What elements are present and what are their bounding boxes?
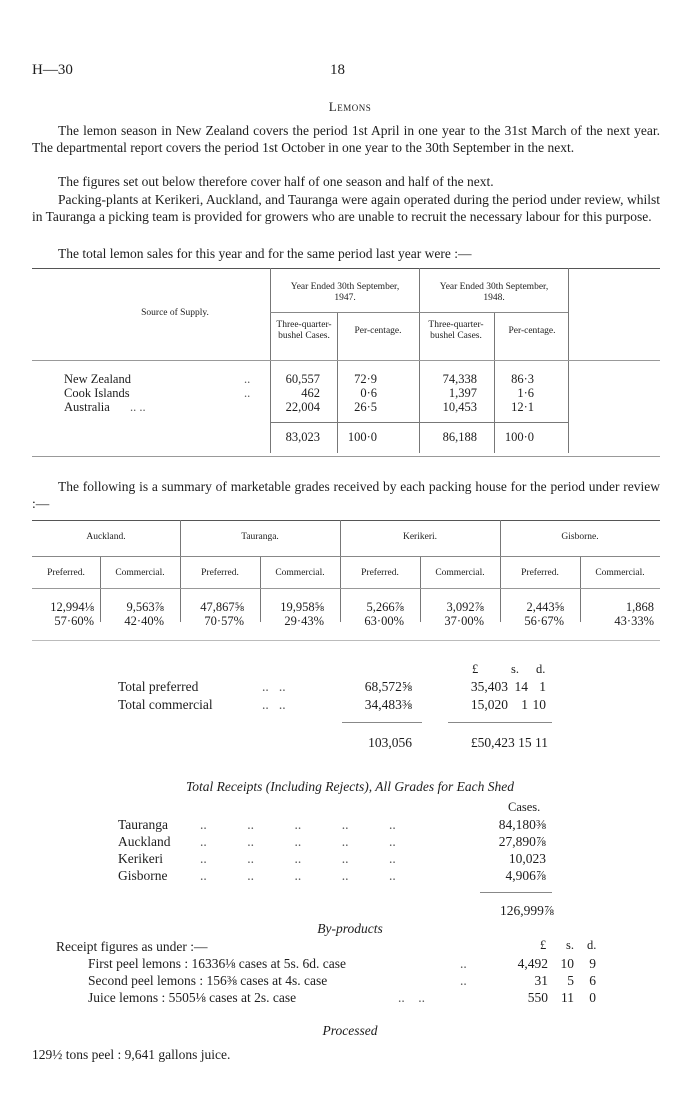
house-kerikeri: Kerikeri. bbox=[402, 532, 438, 542]
grade-header: Commercial. bbox=[595, 568, 645, 578]
total-pct-1948: 100·0 bbox=[504, 430, 534, 444]
total-preferred-pounds: 35,403 bbox=[470, 679, 508, 694]
table-cell: 26·5 bbox=[354, 400, 377, 414]
table-row-source: New Zealand bbox=[64, 372, 131, 386]
table-cell: 12,994⅛ bbox=[50, 600, 94, 614]
money-header-pounds: £ bbox=[540, 938, 547, 952]
by-product-label: First peel lemons : 16336⅛ cases at 5s. 6d. case bbox=[88, 956, 346, 971]
by-products-intro: Receipt figures as under :— bbox=[56, 939, 208, 954]
house-auckland: Auckland. bbox=[86, 532, 126, 542]
table-cell: 42·40% bbox=[124, 614, 164, 628]
by-product-label: Second peel lemons : 156⅜ cases at 4s. case bbox=[88, 973, 328, 988]
document-page: H—30 18 Lemons The lemon season in New Zealand covers the period 1st April in one year to the 31st March of the next year. The departmental report covers the period 1st October in one year to the 30th September in the next. The figures set out below therefore cover half of one season and half of the next. Packing-plants at Kerikeri, Auckland, and Tauranga were again operated during the period under review, whilst in Tauranga a picking team is provided for growers who are unable to recruit the necessary labour for this purpose. The total lemon sales for this year and for the same period last year were :— Source of Supply. Year Ended 30th September, 1947. Year Ended 30th September, 1948. Three-quarter-bushel Cases. Per-centage. Three-quarter-bushel Cases. Per-centage. New Zealand .. 60,557 72·9 74,338 86·3 Cook Islands .. 462 0·6 1,397 1·6 Australia .. .. 22,004 26·5 10,453 12·1 83,023 100·0 86,188 100·0 The following is a summary of marketable grades received by each packing house for the period under review :— Auckland. Tauranga. Kerikeri. Gisborne. Preferred. Commercial. Preferred. Commercial. Preferred. Commercial. Preferred. Commercial. 12,994⅛ 9,563⅞ 47,867⅝ 19,958⅝ 5,266⅞ 3,092⅞ 2,443⅝ 1,868 57·60% 42·40% 70·57% 29·43% 63·00% 37·00% 56·67% 43·33% £ s. d. Total preferred .. .. 68,572⅝ 35,403 14 1 Total commercial .. .. 34,483⅜ 15,020 1 10 103,056 £50,423 15 11 Total Receipts (Including Rejects), All Grades for Each Shed Cases. Tauranga .. .. .. .. .. 84,180⅜ Auckland .. .. .. .. .. 27,890⅞ Kerikeri .. .. .. .. .. 10,023 Gisborne .. .. .. .. .. 4,906⅞ 126,999⅞ By-products Receipt figures as under :— £ s. d. First peel lemons : 16336⅛ cases at 5s. 6d. case .. 4,492 10 9 Second peel lemons : 156⅜ cases at 4s. case .. 31 5 6 Juice lemons : 5505⅛ cases at 2s. case .. .. 550 11 0 Processed 129½ tons peel : 9,641 gallons juice. bbox=[0, 0, 700, 1119]
receipts-cases: 84,180⅜ bbox=[498, 817, 546, 832]
table-cell: 63·00% bbox=[364, 614, 404, 628]
total-cases-1947: 83,023 bbox=[285, 430, 320, 444]
receipts-title: Total Receipts (Including Rejects), All Grades for Each Shed bbox=[185, 779, 515, 794]
source-header: Source of Supply. bbox=[141, 308, 209, 318]
report-code: H—30 bbox=[32, 62, 73, 78]
table-cell: 2,443⅝ bbox=[526, 600, 564, 614]
sub-header-pct-1947: Per-centage. bbox=[354, 326, 402, 336]
table-cell: 9,563⅞ bbox=[126, 600, 164, 614]
table-cell: 60,557 bbox=[285, 372, 320, 386]
processed-title: Processed bbox=[322, 1023, 378, 1038]
total-commercial-label: Total commercial bbox=[118, 697, 213, 712]
total-preferred-label: Total preferred bbox=[118, 679, 199, 694]
total-commercial-pounds: 15,020 bbox=[470, 697, 508, 712]
table-cell: 22,004 bbox=[285, 400, 320, 414]
table-cell: 10,453 bbox=[442, 400, 477, 414]
grades-intro: The following is a summary of marketable grades received by each packing house for the period under review :— bbox=[32, 479, 660, 511]
grade-header: Preferred. bbox=[361, 568, 399, 578]
table-cell: 1·6 bbox=[517, 386, 534, 400]
grade-header: Commercial. bbox=[115, 568, 165, 578]
total-cases-1948: 86,188 bbox=[442, 430, 477, 444]
grade-header: Preferred. bbox=[521, 568, 559, 578]
table-cell: 74,338 bbox=[442, 372, 477, 386]
intro-paragraph-4: The total lemon sales for this year and for the same period last year were :— bbox=[58, 246, 472, 261]
grade-header: Preferred. bbox=[47, 568, 85, 578]
sub-header-cases-1947: Three-quarter-bushel Cases. bbox=[276, 320, 332, 341]
house-gisborne: Gisborne. bbox=[561, 532, 599, 542]
by-product-pounds: 4,492 bbox=[517, 956, 548, 971]
table-cell: 72·9 bbox=[354, 372, 377, 386]
by-product-label: Juice lemons : 5505⅛ cases at 2s. case bbox=[88, 990, 297, 1005]
table-cell: 3,092⅞ bbox=[446, 600, 484, 614]
table-cell: 37·00% bbox=[444, 614, 484, 628]
table-cell: 12·1 bbox=[511, 400, 534, 414]
receipts-shed: Tauranga bbox=[118, 817, 169, 832]
grand-total-money: £50,423 15 11 bbox=[470, 735, 548, 750]
section-title: Lemons bbox=[328, 99, 372, 114]
receipts-cases: 10,023 bbox=[508, 851, 546, 866]
period-header-1948: Year Ended 30th September, 1948. bbox=[439, 282, 549, 303]
table-cell: 57·60% bbox=[54, 614, 94, 628]
receipts-total: 126,999⅞ bbox=[500, 903, 554, 918]
table-cell: 86·3 bbox=[511, 372, 534, 386]
intro-paragraph-2: The figures set out below therefore cover half of one season and half of the next. bbox=[58, 174, 494, 189]
receipts-cases: 27,890⅞ bbox=[498, 834, 546, 849]
sub-header-cases-1948: Three-quarter-bushel Cases. bbox=[428, 320, 484, 341]
table-cell: 47,867⅝ bbox=[200, 600, 244, 614]
receipts-shed: Auckland bbox=[118, 834, 171, 849]
table-cell: 1,397 bbox=[448, 386, 477, 400]
table-cell: 70·57% bbox=[204, 614, 244, 628]
table-cell: 462 bbox=[301, 386, 320, 400]
page-number: 18 bbox=[330, 62, 345, 78]
grade-header: Preferred. bbox=[201, 568, 239, 578]
grand-total-cases: 103,056 bbox=[368, 735, 412, 750]
by-products-title: By-products bbox=[317, 921, 383, 936]
money-header-shillings: s. bbox=[511, 662, 519, 676]
money-header-pence: d. bbox=[536, 662, 546, 676]
intro-paragraph-3: Packing-plants at Kerikeri, Auckland, and Tauranga were again operated during the period under review, whilst in Tauranga a picking team is provided for growers who are unable to recruit the necessary labour for this purpose. bbox=[32, 192, 660, 224]
intro-paragraph-1: The lemon season in New Zealand covers the period 1st April in one year to the 31st March of the next year. The departmental report covers the period 1st October in one year to the 30th September in the next. bbox=[32, 123, 660, 155]
table-cell: 0·6 bbox=[360, 386, 377, 400]
table-cell: 56·67% bbox=[524, 614, 564, 628]
table-cell: 1,868 bbox=[625, 600, 654, 614]
receipts-shed: Gisborne bbox=[118, 868, 168, 883]
receipts-shed: Kerikeri bbox=[118, 851, 163, 866]
table-cell: 19,958⅝ bbox=[280, 600, 324, 614]
grade-header: Commercial. bbox=[275, 568, 325, 578]
by-product-pounds: 31 bbox=[534, 973, 548, 988]
table-row-source: Cook Islands bbox=[64, 386, 130, 400]
grade-header: Commercial. bbox=[435, 568, 485, 578]
table-cell: 5,266⅞ bbox=[366, 600, 404, 614]
table-row-source: Australia bbox=[64, 400, 110, 414]
money-header-pounds: £ bbox=[472, 662, 479, 676]
processed-text: 129½ tons peel : 9,641 gallons juice. bbox=[32, 1047, 231, 1062]
money-header-pence: d. bbox=[587, 938, 597, 952]
total-preferred-cases: 68,572⅝ bbox=[364, 679, 412, 694]
sub-header-pct-1948: Per-centage. bbox=[508, 326, 556, 336]
table-cell: 43·33% bbox=[614, 614, 654, 628]
total-commercial-cases: 34,483⅜ bbox=[364, 697, 412, 712]
receipts-cases-header: Cases. bbox=[508, 800, 541, 814]
period-header-1947: Year Ended 30th September, 1947. bbox=[290, 282, 400, 303]
receipts-cases: 4,906⅞ bbox=[505, 868, 546, 883]
total-pct-1947: 100·0 bbox=[347, 430, 377, 444]
money-header-shillings: s. bbox=[566, 938, 574, 952]
house-tauranga: Tauranga. bbox=[241, 532, 279, 542]
by-product-pounds: 550 bbox=[527, 990, 548, 1005]
table-cell: 29·43% bbox=[284, 614, 324, 628]
